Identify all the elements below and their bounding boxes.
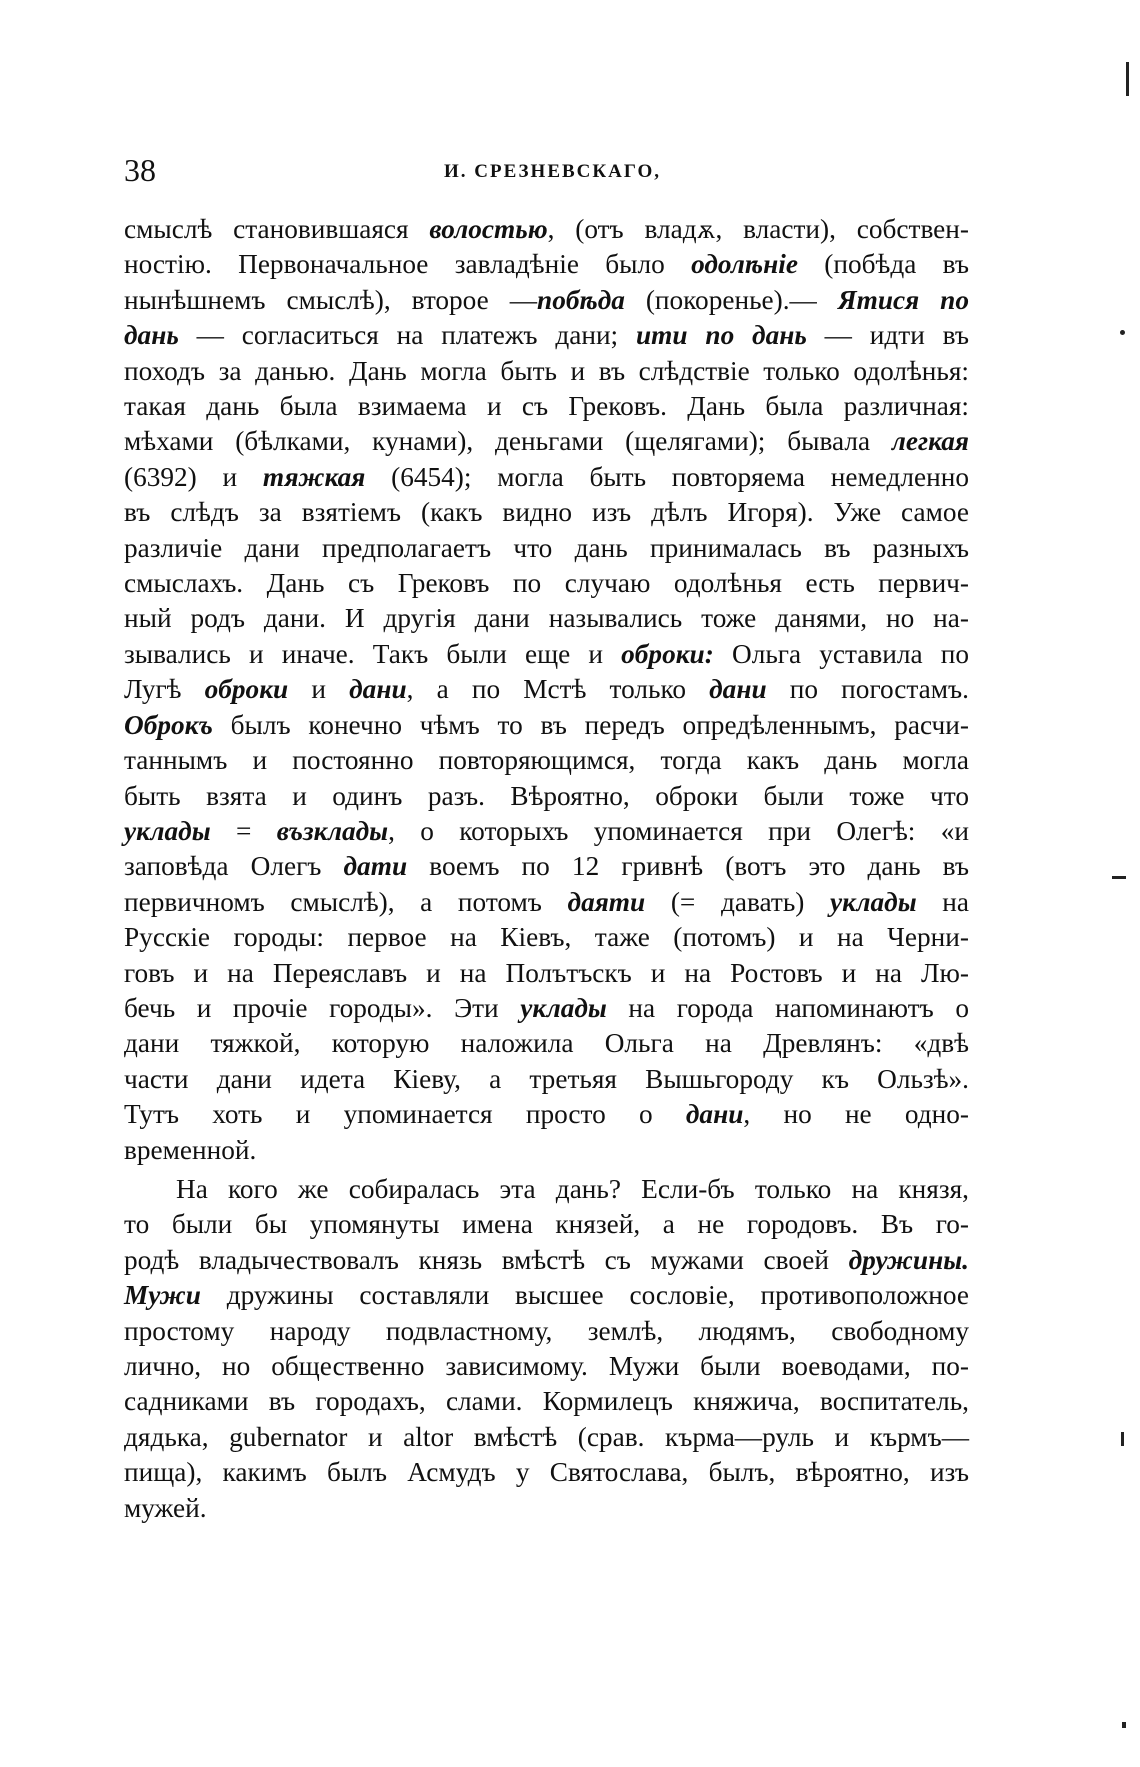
text-line — [124, 1420, 969, 1455]
emphasized-term: легкая — [891, 426, 969, 457]
text-line — [124, 885, 969, 920]
emphasized-term: уклады — [520, 992, 607, 1023]
text-run: и — [288, 674, 350, 705]
text-line — [124, 1314, 969, 1349]
text-run: (6392) и — [124, 461, 263, 492]
text-run: такая дань была взимаема и съ Грековъ. Дань была различная: — [124, 391, 969, 422]
text-run: простому народу подвластному, землѣ, людямъ, свободному — [124, 1315, 969, 1346]
emphasized-term: Мужи — [124, 1280, 201, 1311]
emphasized-term: дани — [349, 674, 407, 705]
text-line — [124, 212, 969, 247]
text-run: первичномъ смыслѣ), а потомъ — [124, 886, 568, 917]
emphasized-term: дати — [343, 851, 408, 882]
text-line — [124, 460, 969, 495]
emphasized-term: тяжкая — [262, 461, 366, 492]
margin-mark — [1121, 1432, 1124, 1446]
text-run: нынѣшнемъ смыслѣ), второе — — [124, 284, 538, 315]
text-run: На кого же собиралась эта дань? Если-бъ только на князя, — [176, 1173, 969, 1204]
page-number: 38 — [124, 152, 156, 188]
text-line — [124, 1207, 969, 1242]
text-line — [124, 1349, 969, 1384]
text-line — [124, 354, 969, 389]
text-run: пища), какимъ былъ Асмудъ у Святослава, былъ, вѣроятно, изъ — [124, 1457, 969, 1488]
text-line — [124, 1026, 969, 1061]
emphasized-term: Ятися по — [837, 284, 969, 315]
emphasized-term: уклады — [124, 815, 211, 846]
text-line — [124, 1243, 969, 1278]
text-run: временной. — [124, 1134, 257, 1165]
text-run: — согласиться на платежъ дани; — [178, 320, 636, 351]
text-line — [124, 1384, 969, 1419]
text-run: дядька, gubernator и altor вмѣстѣ (срав. кърма—руль и кърмъ— — [124, 1421, 969, 1452]
text-line — [124, 637, 969, 672]
text-line — [124, 956, 969, 991]
text-line — [124, 779, 969, 814]
text-run: дружины составляли высшее сословіе, противоположное — [200, 1280, 969, 1311]
text-line — [124, 672, 969, 707]
text-run: то были бы упомянуты имена князей, а не городовъ. Въ го- — [124, 1209, 969, 1240]
text-run: походъ за данью. Дань могла быть и въ слѣдствіе только одолѣнья: — [124, 355, 969, 386]
text-run: смыслѣ становившаяся — [124, 214, 430, 244]
text-line — [124, 424, 969, 459]
text-line — [124, 247, 969, 282]
text-run: садниками въ городахъ, слами. Кормилецъ княжича, воспитатель, — [124, 1386, 969, 1417]
text-line — [124, 708, 969, 743]
text-run: , о которыхъ упоминается при Олегѣ: «и — [388, 815, 969, 846]
text-run: лично, но общественно зависимому. Мужи были воеводами, по- — [124, 1351, 969, 1381]
text-run: Тутъ хоть и упоминается просто о — [124, 1099, 686, 1130]
text-line — [124, 991, 969, 1026]
text-run: бечь и прочіе городы». Эти — [124, 992, 521, 1023]
text-line — [124, 1455, 969, 1490]
emphasized-term: дани — [685, 1099, 744, 1130]
text-line — [124, 1172, 969, 1207]
text-run: части дани идета Кіеву, а третьяя Вышьгороду къ Ользѣ». — [124, 1063, 969, 1094]
text-run: Русскіе городы: первое на Кіевъ, таже (потомъ) и на Черни- — [124, 922, 969, 953]
text-run: (6454); могла быть повторяема немедленно — [365, 461, 969, 492]
text-run: , (отъ владѫ, власти), собствен- — [547, 214, 969, 244]
margin-mark — [1112, 876, 1126, 879]
text-line — [124, 849, 969, 884]
emphasized-term: побѣда — [537, 284, 625, 315]
text-line — [124, 1133, 969, 1168]
text-run: воемъ по 12 гривнѣ (вотъ это дань въ — [407, 851, 969, 882]
text-line — [124, 283, 969, 318]
text-run: ностію. Первоначальное завладѣніе было — [124, 249, 692, 280]
text-line — [124, 389, 969, 424]
text-line — [124, 920, 969, 955]
emphasized-term: даяти — [567, 886, 646, 917]
text-run: = — [210, 815, 277, 846]
margin-mark — [1120, 330, 1125, 335]
text-run: по погостамъ. — [766, 674, 969, 705]
text-line — [124, 531, 969, 566]
text-run: дани тяжкой, которую наложила Ольга на Древлянъ: «двѣ — [124, 1028, 969, 1059]
emphasized-term: дань — [124, 320, 179, 351]
text-line — [124, 814, 969, 849]
text-line — [124, 1278, 969, 1313]
emphasized-term: дружины. — [848, 1244, 969, 1275]
text-run: Ольга уставила по — [713, 638, 970, 669]
emphasized-term: Оброкъ — [124, 709, 213, 740]
text-run: заповѣда Олегъ — [124, 851, 344, 882]
emphasized-term: дани — [709, 674, 767, 705]
text-run: Лугѣ — [124, 674, 205, 705]
text-run: , но не одно- — [743, 1099, 969, 1130]
running-title: И. СРЕЗНЕВСКАГО, — [444, 161, 662, 182]
text-run: на — [916, 886, 969, 917]
text-run: — идти въ — [806, 320, 969, 351]
margin-mark — [1122, 1722, 1126, 1728]
page-header — [124, 150, 969, 194]
text-run: различіе дани предполагаетъ что дань принималась въ разныхъ — [124, 532, 969, 563]
text-run: на города напоминаютъ о — [606, 992, 969, 1023]
text-run: таннымъ и постоянно повторяющимся, тогда какъ дань могла — [124, 745, 969, 776]
text-run: ный родъ дани. И другія дани назывались тоже данями, но на- — [124, 603, 969, 634]
emphasized-term: възклады — [276, 815, 389, 846]
text-line — [124, 566, 969, 601]
text-run: родѣ владычествовалъ князь вмѣстѣ съ мужами своей — [124, 1244, 849, 1275]
text-run: мѣхами (бѣлками, кунами), деньгами (щелягами); бывала — [124, 426, 892, 457]
text-run: въ слѣдъ за взятіемъ (какъ видно изъ дѣлъ Игоря). Уже самое — [124, 497, 969, 528]
text-run: былъ конечно чѣмъ то въ передъ опредѣленнымъ, расчи- — [212, 709, 969, 740]
emphasized-term: уклады — [830, 886, 917, 917]
text-run: (= давать) — [645, 886, 830, 917]
text-run: мужей. — [124, 1492, 207, 1523]
text-run: , а по Мстѣ только — [406, 674, 710, 705]
text-line — [124, 1491, 969, 1526]
text-run: смыслахъ. Дань съ Грековъ по случаю одолѣнья есть первич- — [124, 568, 969, 599]
text-line — [124, 1097, 969, 1132]
paragraph — [124, 212, 969, 1168]
emphasized-term: одолѣніе — [691, 249, 798, 280]
text-line — [124, 318, 969, 353]
emphasized-term: оброки — [204, 674, 289, 705]
emphasized-term: ити по дань — [635, 320, 807, 351]
text-line — [124, 743, 969, 778]
paragraph — [124, 1172, 969, 1526]
text-run: (покоренье).— — [624, 284, 838, 315]
emphasized-term: волостью — [429, 214, 548, 244]
text-run: быть взята и одинъ разъ. Вѣроятно, оброки были тоже что — [124, 780, 969, 811]
text-line — [124, 495, 969, 530]
text-run: зывались и иначе. Такъ были еще и — [124, 638, 622, 669]
text-line — [124, 1062, 969, 1097]
text-run: говъ и на Переяславъ и на Полътъскъ и на Ростовъ и на Лю- — [124, 957, 969, 988]
text-line — [124, 601, 969, 636]
text-run: (побѣда въ — [797, 249, 969, 280]
margin-mark — [1126, 62, 1129, 96]
emphasized-term: оброки: — [621, 638, 714, 669]
body-text — [124, 212, 969, 1526]
